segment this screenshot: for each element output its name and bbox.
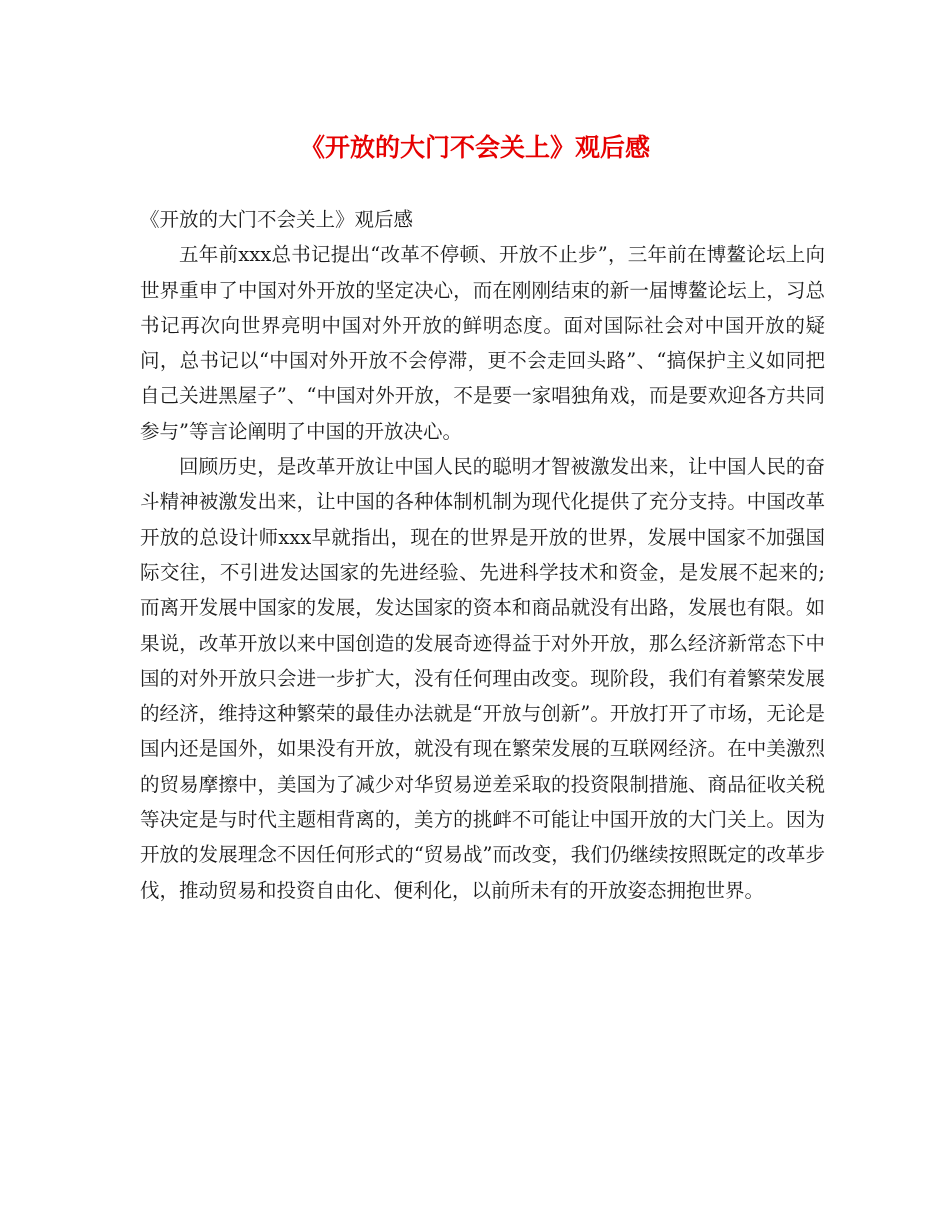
paragraph-2: 回顾历史，是改革开放让中国人民的聪明才智被激发出来，让中国人民的奋斗精神被激发出来，让中国的各种体制机制为现代化提供了充分支持。中国改革开放的总设计师xxx早就指出，现在的世界是开放的世界，发展中国家不加强国际交往，不引进发达国家的先进经验、先进科学技术和资金，是发展不起来的;而离开发展中国家的发展，发达国家的资本和商品就没有出路，发展也有限。如果说，改革开放以来中国创造的发展奇迹得益于对外开放，那么经济新常态下中国的对外开放只会进一步扩大，没有任何理由改变。现阶段，我们有着繁荣发展的经济，维持这种繁荣的最佳办法就是“开放与创新”。开放打开了市场，无论是国内还是国外，如果没有开放，就没有现在繁荣发展的互联网经济。在中美激烈的贸易摩擦中，美国为了减少对华贸易逆差采取的投资限制措施、商品征收关税等决定是与时代主题相背离的，美方的挑衅不可能让中国开放的大门关上。因为开放的发展理念不因任何形式的“贸易战”而改变，我们仍继续按照既定的改革步伐，推动贸易和投资自由化、便利化，以前所未有的开放姿态拥抱世界。 (140, 455, 825, 902)
paragraph-1: 五年前xxx总书记提出“改革不停顿、开放不止步”，三年前在博鳌论坛上向世界重申了中国对外开放的坚定决心，而在刚刚结束的新一届博鳌论坛上，习总书记再次向世界亮明中国对外开放的鲜明态度。面对国际社会对中国开放的疑问，总书记以“中国对外开放不会停滞，更不会走回头路”、“搞保护主义如同把自己关进黑屋子”、“中国对外开放，不是要一家唱独角戏，而是要欢迎各方共同参与”等言论阐明了中国的开放决心。 (140, 243, 825, 443)
document-subtitle: 《开放的大门不会关上》观后感 (140, 208, 414, 231)
document-title: 《开放的大门不会关上》观后感 (299, 133, 650, 162)
document-body (140, 202, 825, 908)
